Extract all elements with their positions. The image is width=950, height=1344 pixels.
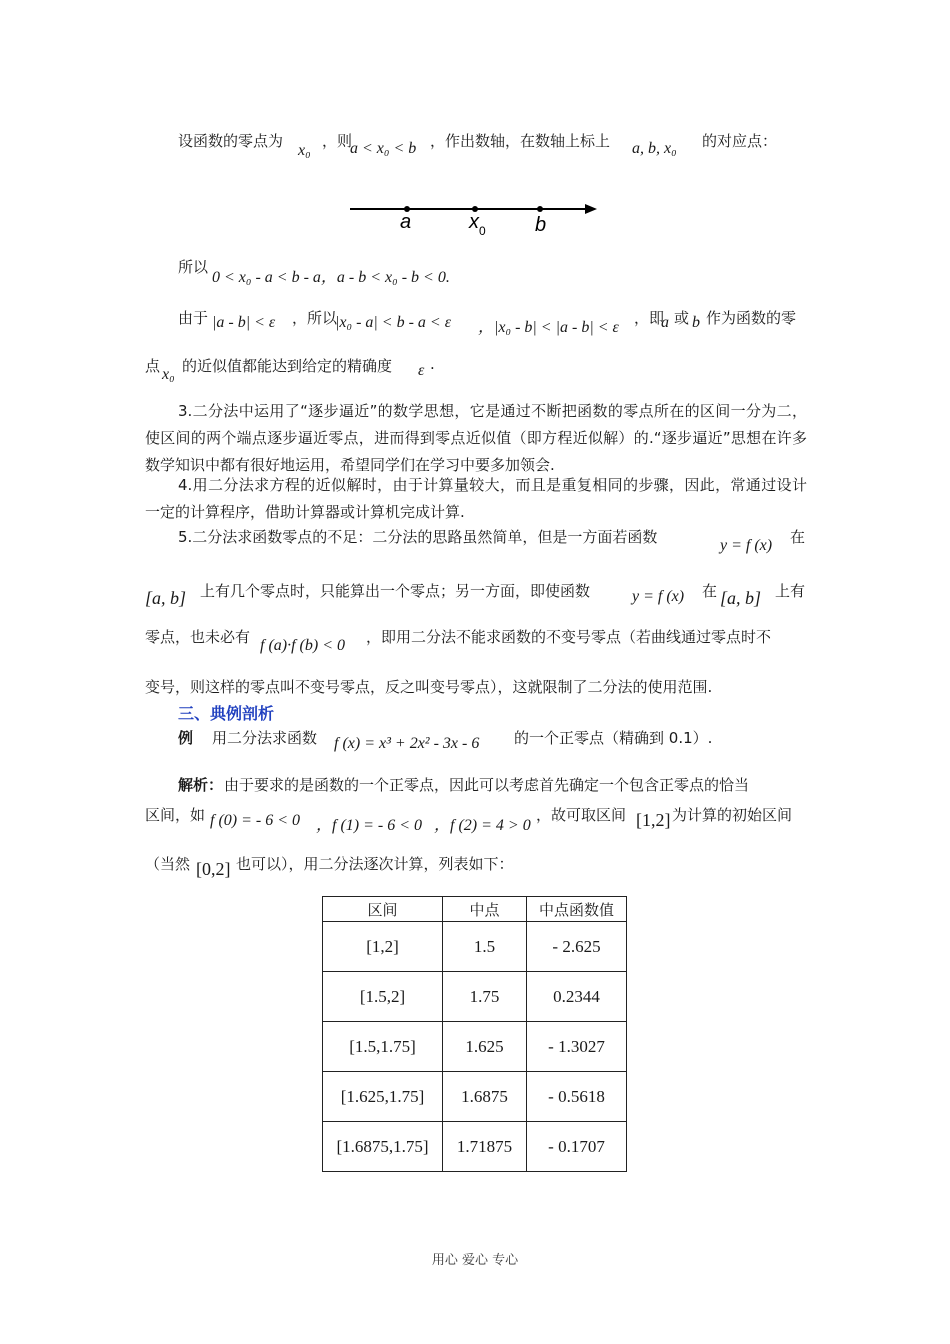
cell-midpoint: 1.625 — [443, 1022, 527, 1072]
text: 的一个正零点（精确到 0.1）. — [514, 729, 713, 747]
math: ，f (2) = 4 > 0 — [434, 817, 531, 834]
math: f (x) = x³ + 2x² - 3x - 6 — [334, 735, 480, 752]
text: （当然 — [145, 855, 191, 873]
table-row — [323, 1072, 627, 1122]
text: 上有 — [775, 582, 806, 600]
paragraph-3: 3.二分法中运用了“逐步逼近”的数学思想，它是通过不断把函数的零点所在的区间一分为二，使区间的两个端点逐步逼近零点，进而得到零点近似值（即方程近似解）的.“逐步逼近”思想在许多数学知识中都有很好地运用，希望同学们在学习中要多加领会. — [145, 402, 807, 474]
header-midpoint-value: 中点函数值 — [527, 897, 627, 922]
text: ，即用二分法不能求函数的不变号零点（若曲线通过零点时不 — [366, 628, 772, 646]
math: ，f (1) = - 6 < 0 — [316, 817, 423, 834]
text: 在 — [702, 582, 718, 600]
math: b — [692, 314, 700, 331]
text: 设函数的零点为 — [178, 132, 284, 150]
page-footer: 用心 爱心 专心 — [431, 1253, 519, 1268]
label-a: a — [400, 211, 412, 233]
math: x₀ — [298, 142, 311, 159]
math: |a - b| < ε — [212, 314, 276, 331]
cell-value: - 0.5618 — [527, 1072, 627, 1122]
text: ，即 — [634, 309, 665, 327]
text: . — [430, 355, 435, 373]
cell-value: - 1.3027 — [527, 1022, 627, 1072]
text: 所以 — [178, 258, 209, 276]
text: 用二分法求函数 — [212, 729, 318, 747]
math: f (0) = - 6 < 0 — [210, 812, 301, 829]
cell-interval: [1.6875,1.75] — [323, 1122, 443, 1172]
text: 上有几个零点时，只能算出一个零点；另一方面，即使函数 — [200, 582, 591, 600]
math: y = f (x) — [632, 588, 685, 605]
text: ，所以 — [292, 309, 338, 327]
table-row — [323, 1122, 627, 1172]
cell-midpoint: 1.6875 — [443, 1072, 527, 1122]
label-b: b — [535, 214, 547, 236]
example-label: 例 — [178, 729, 194, 747]
table-row — [323, 1022, 627, 1072]
text: 变号，则这样的零点叫不变号零点，反之叫变号零点），这就限制了二分法的使用范围. — [145, 678, 713, 696]
section-heading: 三、典例剖析 — [178, 704, 275, 723]
math: x₀ — [162, 366, 175, 383]
cell-midpoint: 1.71875 — [443, 1122, 527, 1172]
math: a < x₀ < b — [350, 140, 417, 157]
cell-interval: [1.5,1.75] — [323, 1022, 443, 1072]
math: y = f (x) — [720, 537, 773, 554]
text: ，则 — [322, 132, 353, 150]
solution-label: 解析： — [178, 776, 224, 794]
math: ε — [418, 362, 425, 379]
math: [a, b] — [720, 588, 762, 608]
table-row — [323, 972, 627, 1022]
number-line-diagram — [345, 195, 605, 245]
cell-midpoint: 1.5 — [443, 922, 527, 972]
cell-value: - 0.1707 — [527, 1122, 627, 1172]
math: a, b, x₀ — [632, 140, 677, 157]
cell-interval: [1.5,2] — [323, 972, 443, 1022]
math: 0 < x₀ - a < b - a，a - b < x₀ - b < 0. — [212, 269, 450, 286]
table-row — [323, 922, 627, 972]
text: 由于 — [178, 309, 209, 327]
text: ，故可取区间 — [536, 806, 627, 824]
text: 在 — [790, 528, 806, 546]
math: [a, b] — [145, 588, 187, 608]
text: 区间，如 — [145, 806, 206, 824]
label-x0: x — [469, 211, 479, 233]
cell-value: - 2.625 — [527, 922, 627, 972]
text: 5.二分法求函数零点的不足：二分法的思路虽然简单，但是一方面若函数 — [178, 528, 658, 546]
text: 由于要求的是函数的一个正零点，因此可以考虑首先确定一个包含正零点的恰当 — [224, 776, 750, 794]
header-interval: 区间 — [323, 897, 443, 922]
cell-value: 0.2344 — [527, 972, 627, 1022]
text: 零点，也未必有 — [145, 628, 251, 646]
cell-midpoint: 1.75 — [443, 972, 527, 1022]
text: 的对应点： — [702, 132, 778, 150]
arrow-head — [585, 204, 597, 214]
math: [1,2] — [636, 810, 671, 830]
text: 或 — [674, 309, 690, 327]
text: 作为函数的零 — [706, 309, 797, 327]
text: 的近似值都能达到给定的精确度 — [182, 357, 393, 375]
table-header-row — [323, 897, 627, 922]
header-midpoint: 中点 — [443, 897, 527, 922]
math: ，|x₀ - b| < |a - b| < ε — [478, 319, 619, 336]
text: 也可以），用二分法逐次计算，列表如下： — [236, 855, 514, 873]
paragraph-4: 4.用二分法求方程的近似解时，由于计算量较大，而且是重复相同的步骤，因此，常通过设计一定的计算程序，借助计算器或计算机完成计算. — [145, 476, 807, 521]
text: 点 — [145, 357, 161, 375]
point-b — [537, 206, 543, 212]
text: ，作出数轴，在数轴上标上 — [430, 132, 611, 150]
math: a — [661, 314, 669, 331]
math: |x₀ - a| < b - a < ε — [335, 314, 452, 331]
text: 为计算的初始区间 — [672, 806, 793, 824]
math: f (a)·f (b) < 0 — [260, 637, 345, 654]
cell-interval: [1.625,1.75] — [323, 1072, 443, 1122]
bisection-table — [322, 896, 627, 1172]
label-x0-sub: 0 — [479, 224, 486, 238]
math: [0,2] — [196, 859, 231, 879]
cell-interval: [1,2] — [323, 922, 443, 972]
